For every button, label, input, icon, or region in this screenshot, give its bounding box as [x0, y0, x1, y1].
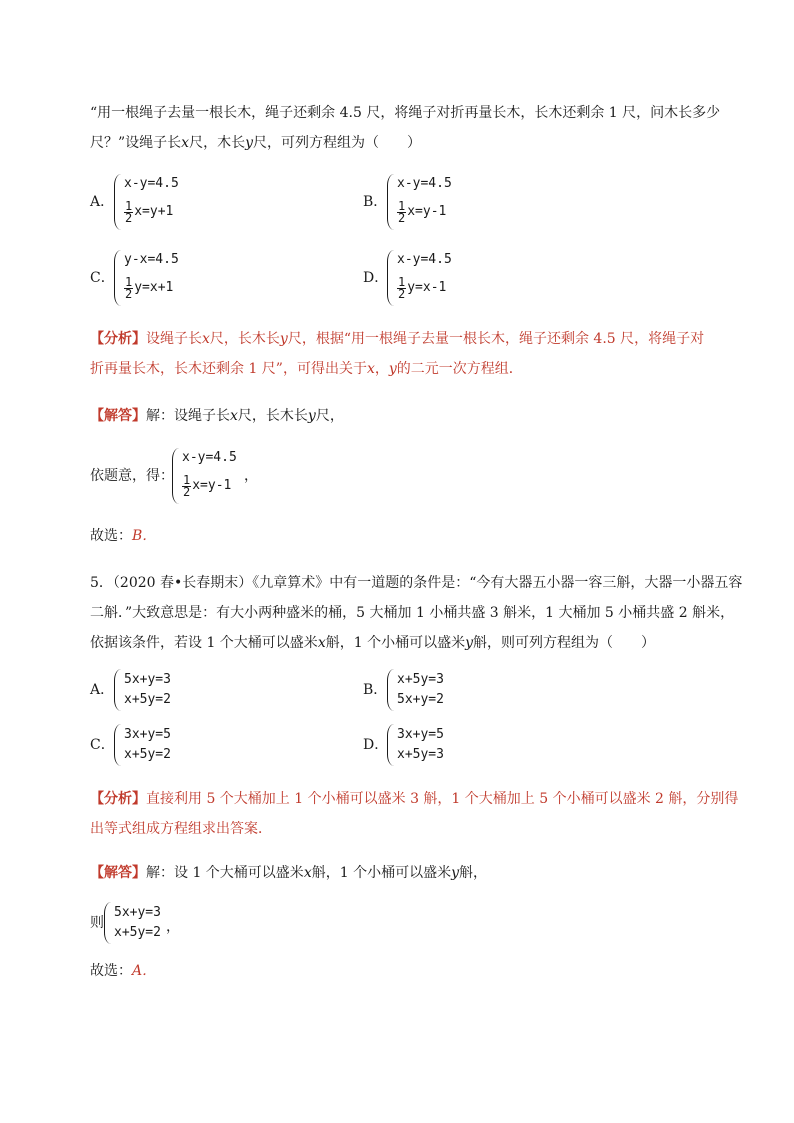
q5-analysis-line-1: 【分析】直接利用 5 个大桶加上 1 个小桶可以盛米 3 斛，1 个大桶加上 5 个小桶可以盛米 2 斛，分别得: [90, 791, 739, 807]
equation: y-x=4.5: [124, 252, 179, 267]
fraction: $\frac{1}{2}$: [125, 274, 133, 301]
equation: 5x+y=2: [397, 692, 444, 707]
brace-icon: [387, 250, 394, 306]
q5-option-d-system: [387, 724, 444, 766]
q4-option-b-system: x-y=4.5 $\frac{1}{2}$ x=y-1: [387, 174, 452, 230]
q4-option-a-label: A．: [90, 194, 115, 210]
q5-option-b-label: B．: [363, 682, 388, 698]
equation: x-y=4.5: [397, 252, 452, 267]
brace-icon: [387, 174, 394, 230]
equation: x+5y=2: [124, 692, 171, 707]
brace-icon: [114, 669, 121, 711]
q4-analysis-line-1: 【分析】设绳子长x尺，长木长y尺，根据“用一根绳子去量一根长木，绳子还剩余 4.5 尺，将绳子对: [90, 331, 705, 347]
q4-analysis-line-2: 折再量长木，长木还剩余 1 尺”，可得出关于x，y的二元一次方程组．: [90, 361, 523, 377]
q5-choose: 故选：A．: [90, 963, 157, 979]
q5-option-a-label: A．: [90, 682, 115, 698]
brace-icon: [387, 724, 394, 766]
q5-answer-prefix: 则: [90, 915, 104, 931]
q5-stem-line-3: 依据该条件，若设 1 个大桶可以盛米x斛，1 个小桶可以盛米y斛，则可列方程组为（ ）: [90, 635, 655, 651]
q5-option-b-system: [387, 669, 444, 711]
fraction: $\frac{1}{2}$: [398, 274, 406, 301]
equation: x+5y=2: [114, 925, 161, 940]
fraction: $\frac{1}{2}$: [398, 198, 406, 225]
brace-icon: [172, 448, 179, 504]
brace-icon: [114, 724, 121, 766]
q4-stem-line-2: 尺？”设绳子长x尺，木长y尺，可列方程组为（ ）: [90, 135, 421, 151]
equation: x+5y=3: [397, 747, 444, 762]
q4-option-c-system: y-x=4.5 $\frac{1}{2}$ y=x+1: [114, 250, 179, 306]
q4-choose: 故选：B．: [90, 528, 157, 544]
q4-option-d-system: x-y=4.5 $\frac{1}{2}$ y=x-1: [387, 250, 452, 306]
q5-option-a-system: [114, 669, 171, 711]
brace-icon: [114, 174, 121, 230]
q4-option-a-system: x-y=4.5 $\frac{1}{2}$ x=y+1: [114, 174, 179, 230]
equation: x+5y=3: [397, 672, 444, 687]
q4-answer-prefix: 依题意，得：: [90, 468, 174, 484]
q4-answer-suffix: ，: [244, 468, 258, 484]
brace-icon: [114, 250, 121, 306]
q5-stem-line-2: 二斛．”大致意思是：有大小两种盛米的桶，5 大桶加 1 小桶共盛 3 斛米，1 大桶加 5 小桶共盛 2 斛米，: [90, 605, 735, 621]
q5-stem-line-1: 5．（2020 春•长春期末）《九章算术》中有一道题的条件是：“今有大器五小器一容三斛，大器一小器五容: [90, 575, 743, 591]
q4-stem-line-1: “用一根绳子去量一根长木，绳子还剩余 4.5 尺，将绳子对折再量长木，长木还剩余 1 尺，问木长多少: [90, 105, 721, 121]
fraction: $\frac{1}{2}$: [183, 472, 191, 499]
q5-option-d-label: D．: [363, 737, 389, 753]
equation: x+5y=2: [124, 747, 171, 762]
q5-answer-line-1: 【解答】解：设 1 个大桶可以盛米x斛，1 个小桶可以盛米y斛，: [90, 865, 487, 881]
equation: x-y=4.5: [182, 450, 237, 465]
brace-icon: [387, 669, 394, 711]
equation: x-y=4.5: [397, 176, 452, 191]
q5-answer-system: [104, 902, 161, 944]
equation: 5x+y=3: [114, 905, 161, 920]
q4-option-d-label: D．: [363, 270, 389, 286]
fraction: $\frac{1}{2}$: [125, 198, 133, 225]
q5-option-c-label: C．: [90, 737, 115, 753]
equation: 5x+y=3: [124, 672, 171, 687]
equation: x-y=4.5: [124, 176, 179, 191]
equation: 3x+y=5: [124, 727, 171, 742]
q4-option-b-label: B．: [363, 194, 388, 210]
brace-icon: [104, 902, 111, 944]
q5-analysis-line-2: 出等式组成方程组求出答案．: [90, 821, 272, 837]
q4-answer-system: x-y=4.5 $\frac{1}{2}$ x=y-1: [172, 448, 237, 504]
q4-option-c-label: C．: [90, 270, 115, 286]
equation: 3x+y=5: [397, 727, 444, 742]
q4-answer-line-1: 【解答】解：设绳子长x尺，长木长y尺，: [90, 408, 344, 424]
q5-option-c-system: [114, 724, 171, 766]
q5-answer-suffix: ，: [166, 919, 180, 935]
